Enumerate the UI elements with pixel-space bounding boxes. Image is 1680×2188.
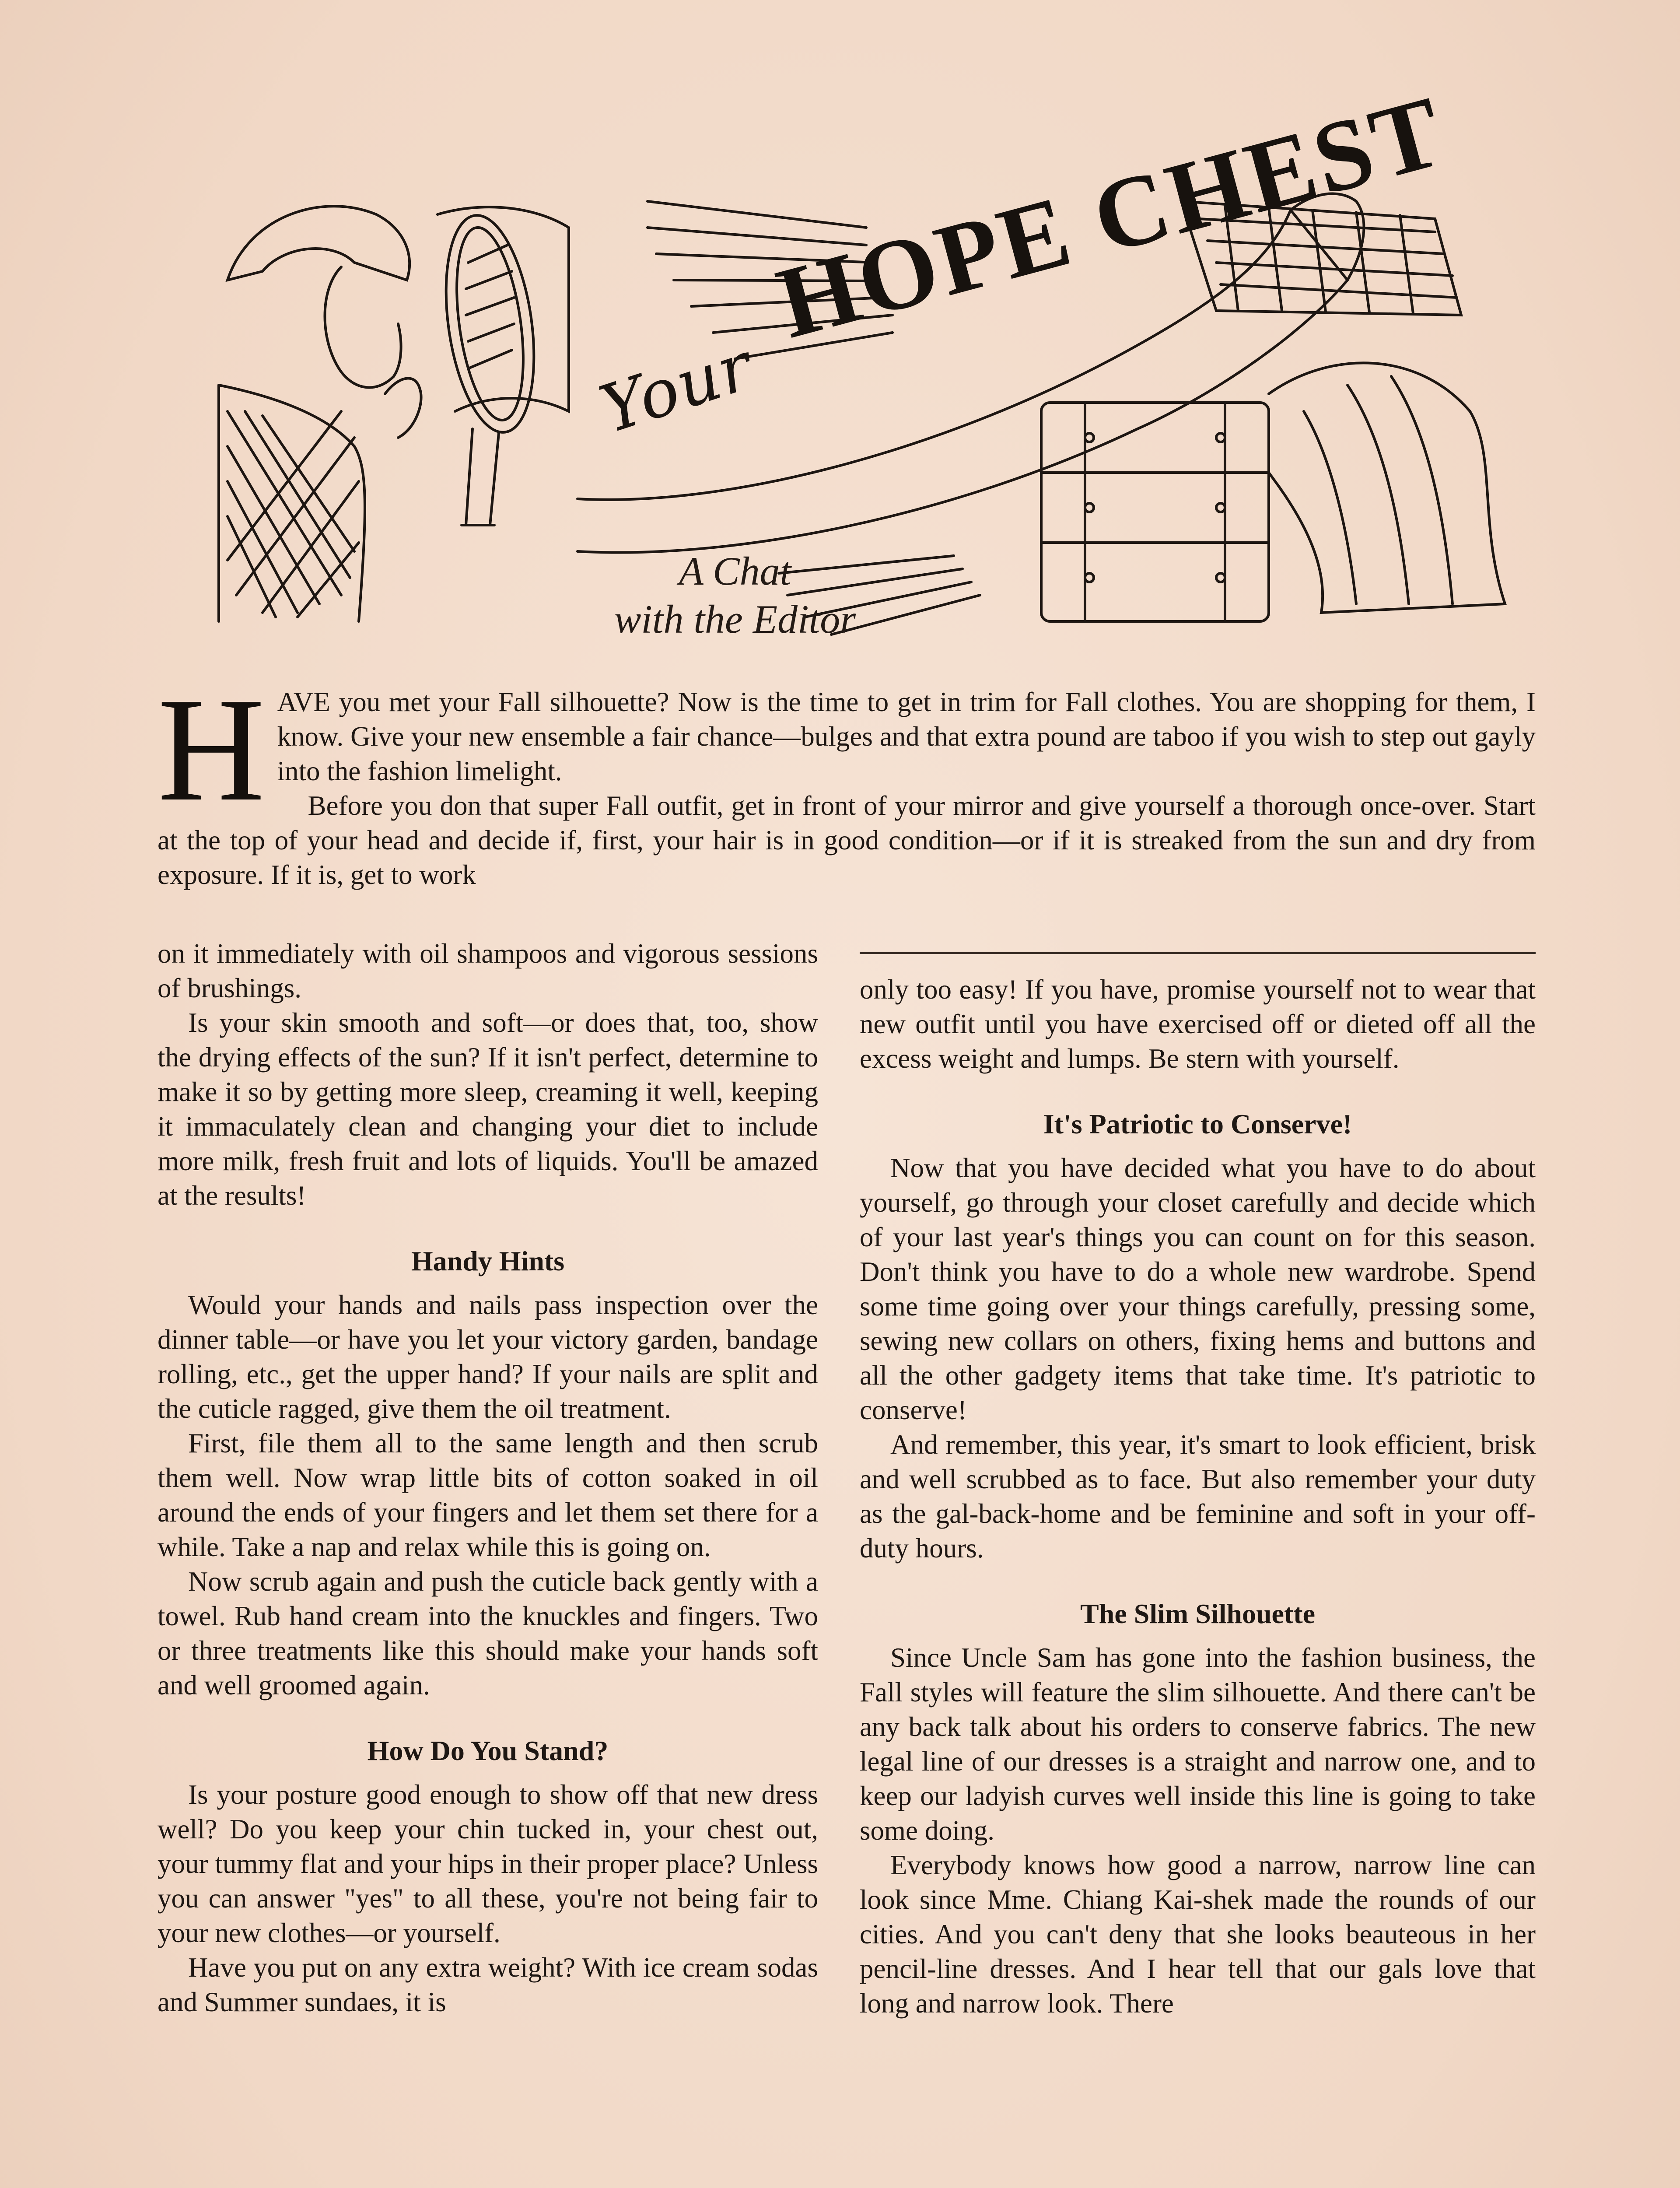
paragraph: Is your posture good enough to show off that new dress well? Do you keep your chin tucked in, your chest out, your tummy flat and your hips in their proper place? Unless you can answer "yes" to all these, you're not being fair to your new clothes—or yourself.	[158, 1779, 818, 1948]
drop-cap: H	[158, 667, 265, 832]
section-heading-how-do-you-stand: How Do You Stand?	[367, 1735, 609, 1766]
left-column	[158, 936, 818, 2020]
draped-fabric	[1269, 363, 1505, 613]
woman-hair-scarf	[228, 206, 410, 280]
paragraph: Would your hands and nails pass inspection over the dinner table—or have you let your victory garden, bandage rolling, etc., get the upper hand? If your nails are split and the cuticle ragged, give them the oil treatment.	[158, 1290, 818, 1424]
paragraph: on it immediately with oil shampoos and vigorous sessions of brushings.	[158, 938, 818, 1003]
woman-hand	[385, 379, 421, 438]
intro-paragraph-2: Before you don that super Fall outfit, get in front of your mirror and give yourself a thorough once-over. Start at the top of your head and decide if, first, your hair is in good condition—or if it is streaked from the sun and dry from exposure. If it is, get to work	[158, 790, 1536, 890]
hope-chest-box	[1041, 403, 1269, 621]
column-divider-rule	[860, 952, 1536, 954]
hand-mirror	[434, 210, 546, 438]
subtitle-line-1: A Chat	[679, 549, 791, 593]
paragraph: only too easy! If you have, promise yourself not to wear that new outfit until you have exercised off or dieted off all the excess weight and lumps. Be stern with yourself.	[860, 974, 1536, 1074]
intro-section	[158, 667, 1536, 892]
woman-face	[325, 267, 401, 387]
paragraph: First, file them all to the same length and then scrub them well. Now wrap little bits of cotton soaked in oil around the ends of your fingers and let them set there for a while. Take a nap and relax while this is going on.	[158, 1428, 818, 1562]
intro-paragraph-1: AVE you met your Fall silhouette? Now is the time to get in trim for Fall clothes. You are shopping for them, I know. Give your new ensemble a fair chance—bulges and that extra pound are taboo if you wish to step out gayly into the fashion limelight.	[277, 687, 1536, 786]
section-heading-slim-silhouette: The Slim Silhouette	[1080, 1598, 1315, 1629]
paragraph: Now that you have decided what you have to do about yourself, go through your closet carefully and decide which of your last year's things you can count on for this season. Don't think you have to do a whole new wardrobe. Spend some time going over your things carefully, pressing some, sewing new collars on others, fixing hems and buttons and all the other gadgety items that take time. It's patriotic to conserve!	[860, 1153, 1536, 1425]
paragraph: Since Uncle Sam has gone into the fashion business, the Fall styles will feature the slim silhouette. And there can't be any back talk about his orders to conserve fabrics. The new legal line of our dresses is a straight and narrow one, and to keep our ladyish curves well inside this line is going to take some doing.	[860, 1642, 1536, 1846]
subtitle-line-2: with the Editor	[614, 597, 856, 642]
page-title: HOPE CHEST	[766, 74, 1456, 360]
paragraph: Have you put on any extra weight? With ice cream sodas and Summer sundaes, it is	[158, 1952, 818, 2017]
article-subtitle	[560, 547, 910, 643]
paragraph: Is your skin smooth and soft—or does that, too, show the drying effects of the sun? If it isn't perfect, determine to make it so by getting more sleep, creaming it well, keeping it immaculately clean and changing your diet to include more milk, fresh fruit and lots of liquids. You'll be amazed at the results!	[158, 1007, 818, 1211]
paragraph: And remember, this year, it's smart to look efficient, brisk and well scrubbed as to face. But also remember your duty as the gal-back-home and be feminine and soft in your off-duty hours.	[860, 1429, 1536, 1564]
paragraph: Now scrub again and push the cuticle back gently with a towel. Rub hand cream into the knuckles and fingers. Two or three treatments like this should make your hands soft and well groomed again.	[158, 1566, 818, 1701]
section-heading-patriotic: It's Patriotic to Conserve!	[1043, 1108, 1352, 1140]
right-column	[860, 936, 1536, 2021]
section-heading-handy-hints: Handy Hints	[411, 1245, 565, 1276]
title-script-word: Your	[591, 328, 762, 449]
paragraph: Everybody knows how good a narrow, narrow line can look since Mme. Chiang Kai-shek made the rounds of our cities. And you can't deny that she looks beauteous in her pencil-line dresses. And I hear tell that our gals love that long and narrow look. There	[860, 1850, 1536, 2019]
